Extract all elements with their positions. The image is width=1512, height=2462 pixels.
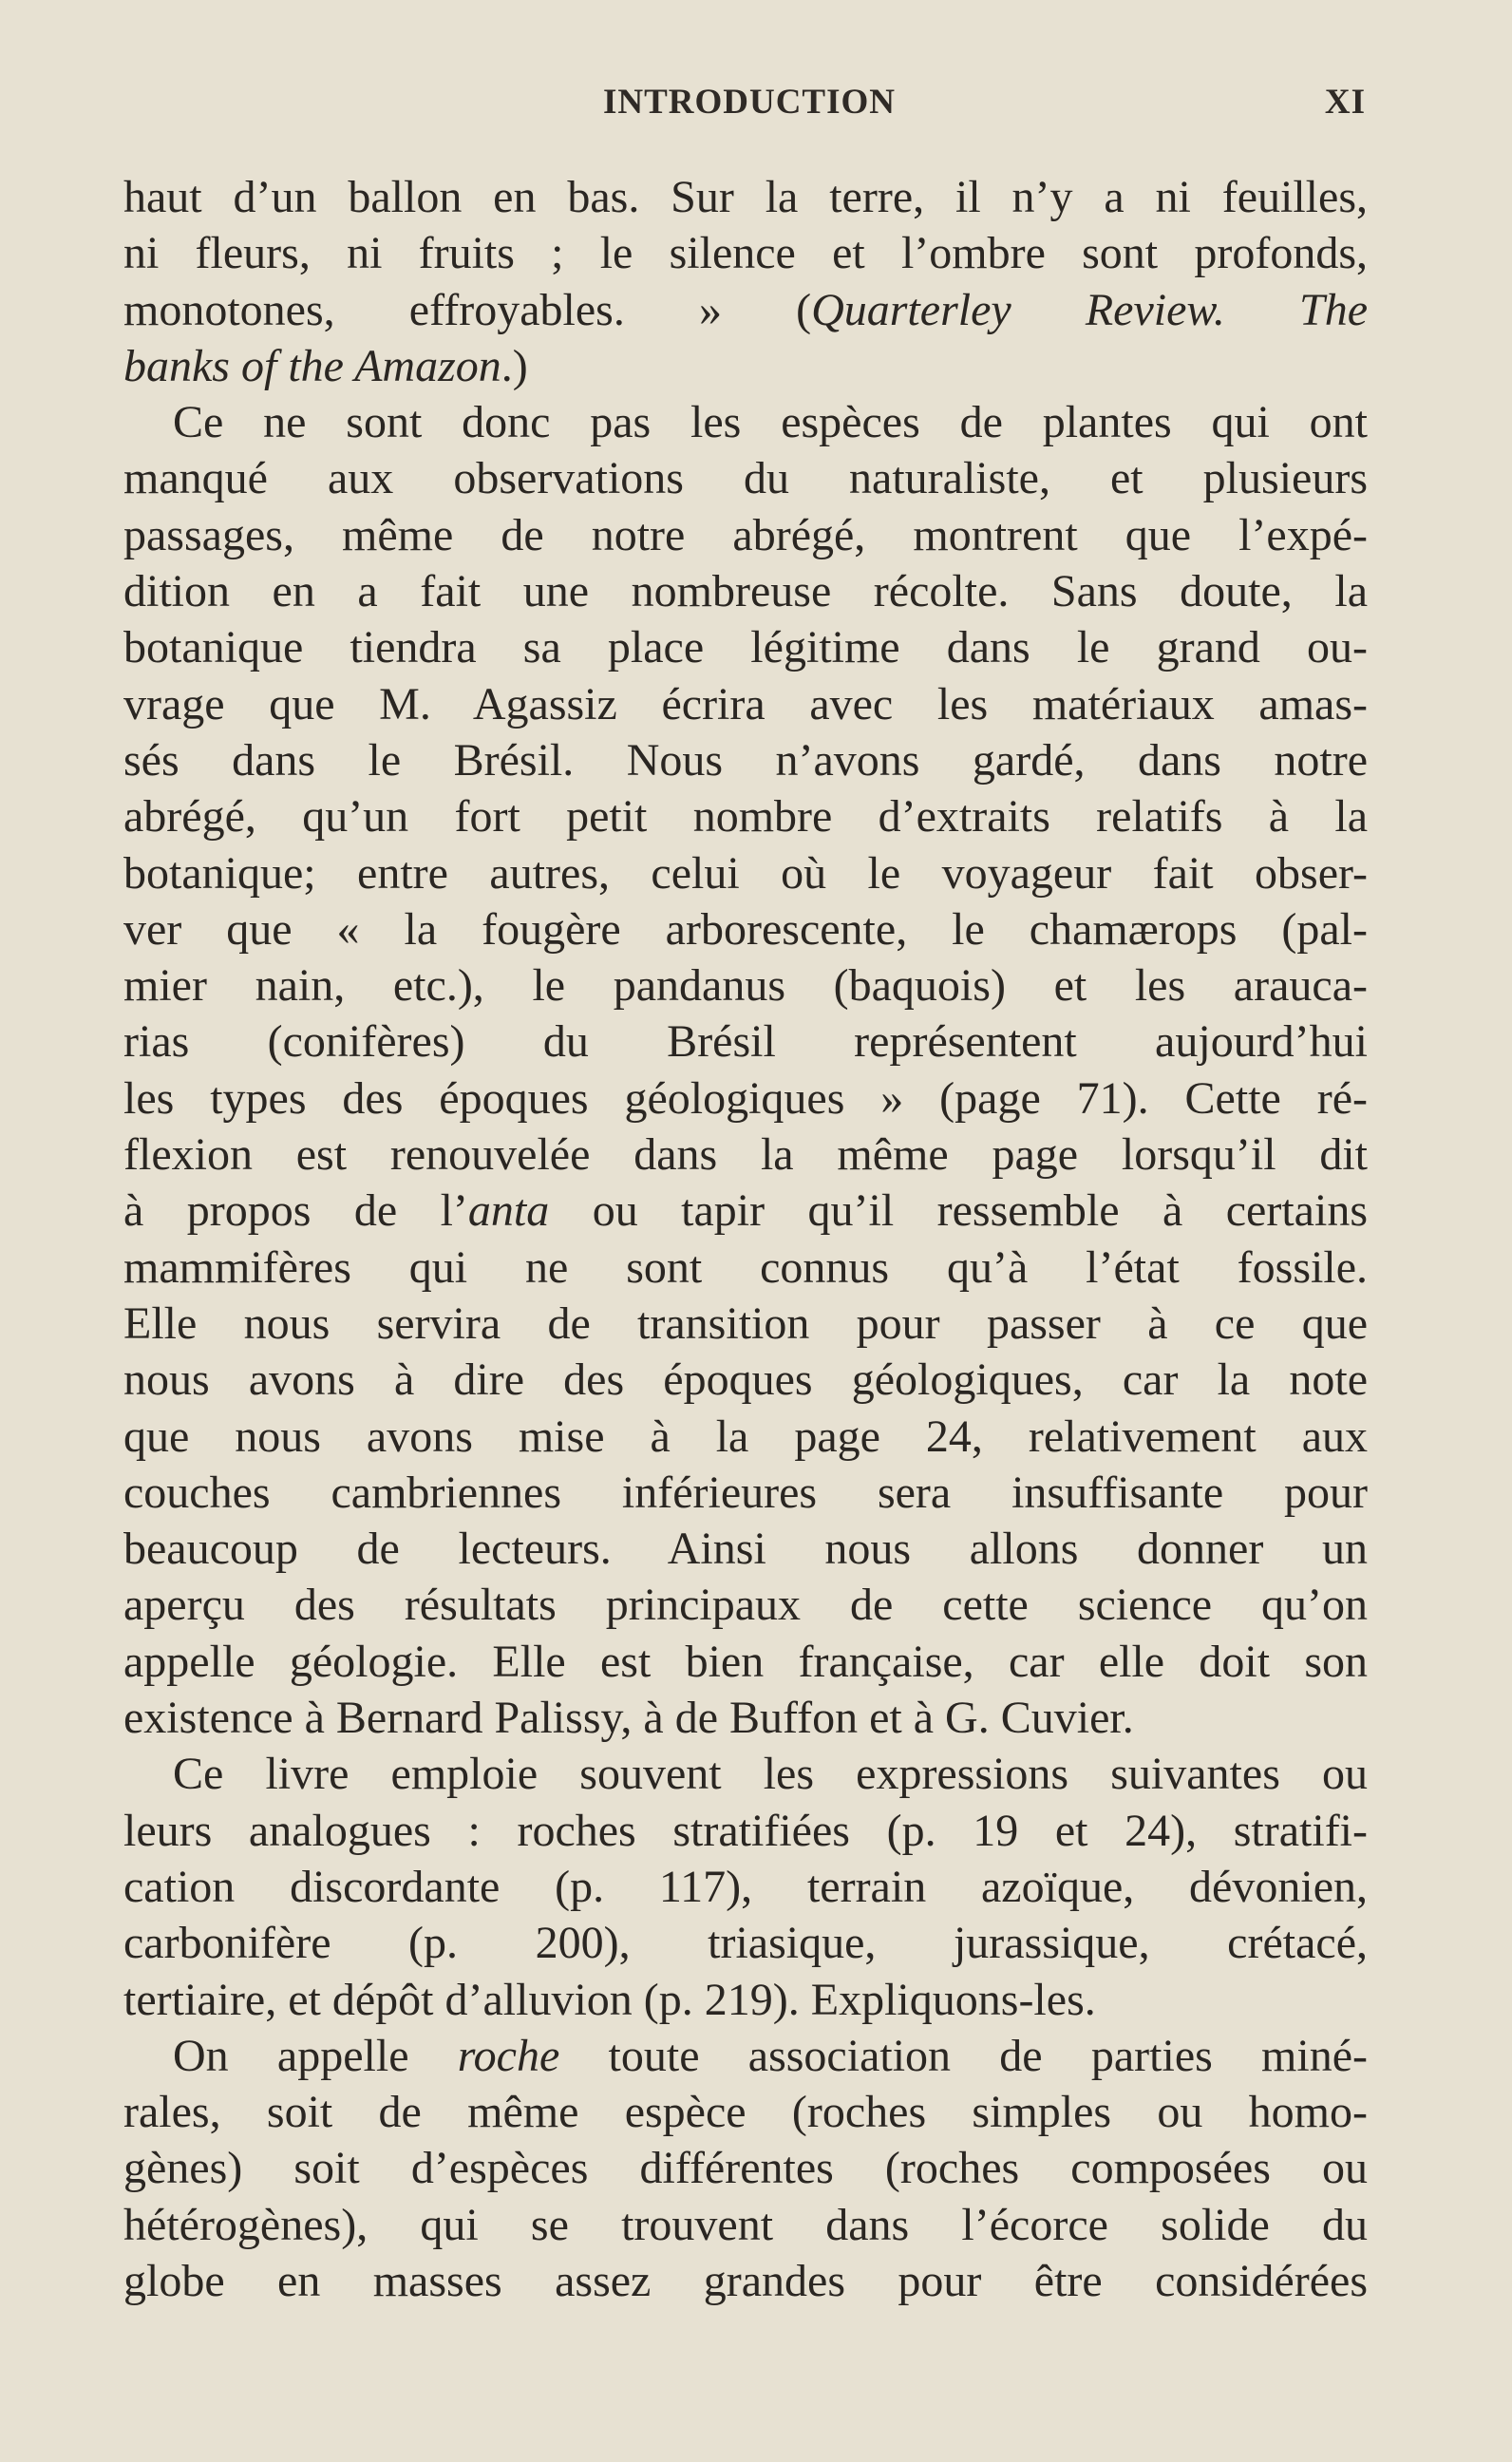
text-line: abrégé, qu’un fort petit nombre d’extraits relatifs à la — [123, 791, 1368, 843]
text-line: gènes) soit d’espèces différentes (roches composées ou — [123, 2143, 1368, 2194]
italic-citation: Quarterley Review. The — [811, 284, 1368, 335]
text-line: banks of the Amazon.) — [123, 340, 528, 391]
paragraph-start: On appelle roche toute association de parties miné- — [173, 2030, 1369, 2081]
text-line: botanique; entre autres, celui où le voyageur fait obser- — [123, 847, 1368, 899]
text-line: beaucoup de lecteurs. Ainsi nous allons donner un — [123, 1524, 1368, 1575]
text-line: Elle nous servira de transition pour passer à ce que — [123, 1297, 1368, 1349]
page-number: XI — [1324, 83, 1366, 122]
text-line: botanique tiendra sa place légitime dans le grand ou- — [123, 622, 1368, 673]
text-line: existence à Bernard Palissy, à de Buffon et à G. Cuvier. — [123, 1693, 1134, 1744]
italic-citation: banks of the Amazon — [123, 340, 501, 391]
text-line: aperçu des résultats principaux de cette science qu’on — [123, 1580, 1368, 1631]
text-line: à propos de l’anta ou tapir qu’il ressemble à certains — [123, 1185, 1369, 1237]
text-line: rias (conifères) du Brésil représentent aujourd’hui — [123, 1016, 1368, 1068]
text-line: passages, même de notre abrégé, montrent que l’expé- — [123, 509, 1368, 560]
text-line: mammifères qui ne sont connus qu’à l’état fossile. — [123, 1241, 1368, 1293]
body-text — [123, 169, 1368, 2309]
text-line: cation discordante (p. 117), terrain azoïque, dévonien, — [123, 1861, 1368, 1912]
text-line: sés dans le Brésil. Nous n’avons gardé, dans notre — [123, 734, 1368, 786]
text-line: leurs analogues : roches stratifiées (p. 19 et 24), stratifi- — [123, 1805, 1368, 1856]
text-line: les types des époques géologiques » (page 71). Cette ré- — [123, 1072, 1368, 1124]
text-line: vrage que M. Agassiz écrira avec les matériaux amas- — [123, 678, 1368, 729]
text-line: carbonifère (p. 200), triasique, jurassique, crétacé, — [123, 1918, 1368, 1969]
text-line: dition en a fait une nombreuse récolte. Sans doute, la — [123, 566, 1368, 617]
text-line: que nous avons mise à la page 24, relativement aux — [123, 1411, 1368, 1462]
text-line: ni fleurs, ni fruits ; le silence et l’ombre sont profonds, — [123, 228, 1368, 279]
text-line: rales, soit de même espèce (roches simples ou homo- — [123, 2087, 1368, 2138]
running-title: INTRODUCTION — [602, 83, 897, 122]
paragraph-start: Ce ne sont donc pas les espèces de plantes qui ont — [173, 397, 1368, 448]
text-line: globe en masses assez grandes pour être considérées — [123, 2255, 1368, 2306]
page-header — [123, 82, 1375, 127]
text-line: hétérogènes), qui se trouvent dans l’écorce solide du — [123, 2199, 1368, 2250]
text-line: nous avons à dire des époques géologiques, car la note — [123, 1354, 1368, 1406]
italic-term: anta — [467, 1185, 550, 1237]
text-line: tertiaire, et dépôt d’alluvion (p. 219). Expliquons-les. — [123, 1974, 1096, 2025]
italic-term: roche — [457, 2030, 560, 2081]
text-line: couches cambriennes inférieures sera insuffisante pour — [123, 1467, 1368, 1518]
paragraph-start: Ce livre emploie souvent les expressions suivantes ou — [173, 1749, 1368, 1800]
text-line: monotones, effroyables. » (Quarterley Review. The — [123, 284, 1368, 335]
text-line: ver que « la fougère arborescente, le chamærops (pal- — [123, 903, 1368, 955]
text-line: manqué aux observations du naturaliste, et plusieurs — [123, 453, 1368, 504]
text-line: appelle géologie. Elle est bien française, car elle doit son — [123, 1636, 1368, 1687]
text-line: haut d’un ballon en bas. Sur la terre, il n’y a ni feuilles, — [123, 172, 1368, 222]
text-line: mier nain, etc.), le pandanus (baquois) et les arauca- — [123, 960, 1368, 1012]
text-line: flexion est renouvelée dans la même page lorsqu’il dit — [123, 1129, 1368, 1181]
